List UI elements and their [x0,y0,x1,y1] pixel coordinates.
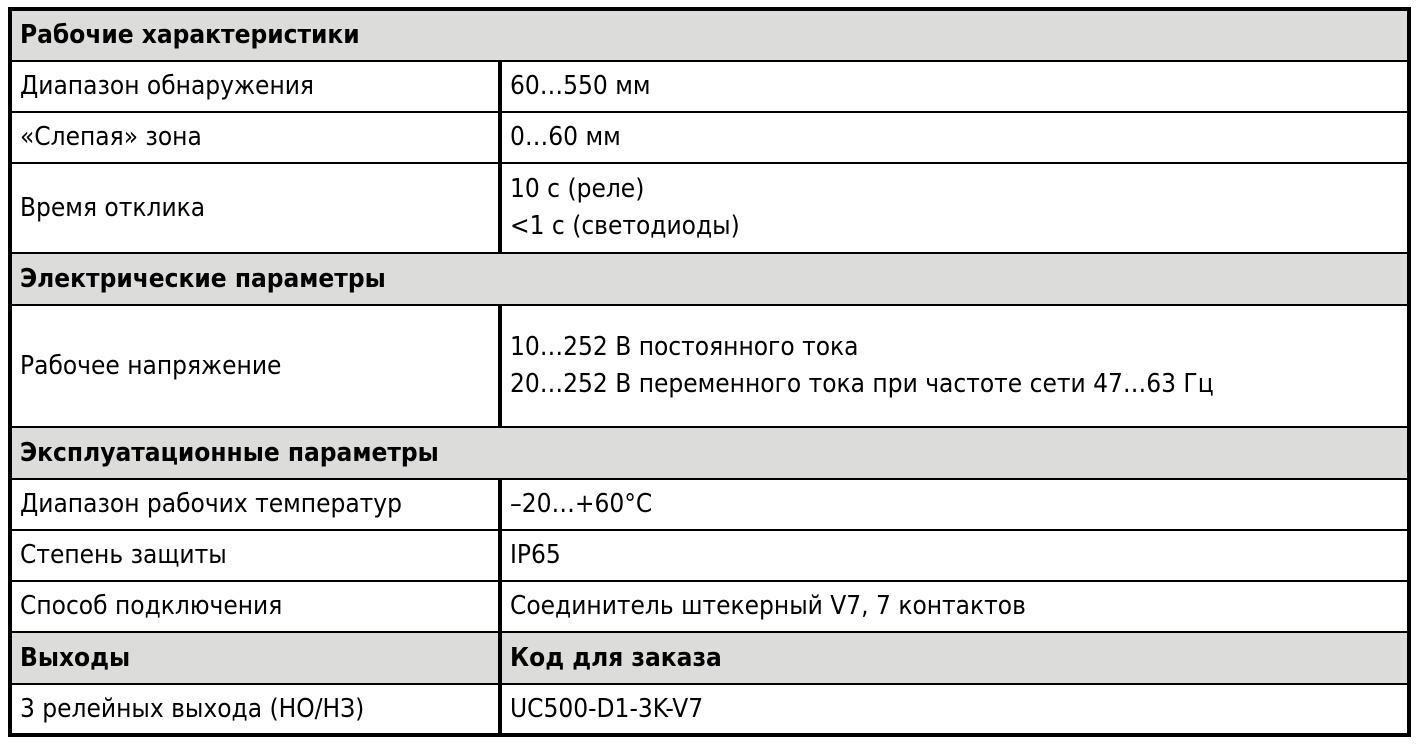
row-label: Рабочее напряжение [10,305,500,427]
order-code-value: UC500-D1-3K-V7 [500,684,1409,735]
row-value [500,163,1409,253]
section-header-outputs [10,632,1409,684]
row-value-line: 10 с (реле) [510,174,645,204]
row-value-line: 10…252 В постоянного тока [510,332,859,362]
section-title: Эксплуатационные параметры [10,427,1409,479]
table-row [10,530,1409,581]
table-row [10,684,1409,735]
row-label: Диапазон рабочих температур [10,479,500,530]
row-value: Соединитель штекерный V7, 7 контактов [500,581,1409,632]
row-label: Способ подключения [10,581,500,632]
section-header-electrical [10,253,1409,305]
row-value-line: 20…252 В переменного тока при частоте сети 47…63 Гц [510,369,1214,399]
table-row [10,305,1409,427]
outputs-header: Выходы [10,632,500,684]
row-value: 0…60 мм [500,112,1409,163]
row-value: 60…550 мм [500,61,1409,112]
table-row [10,163,1409,253]
section-header-operational [10,427,1409,479]
row-value-line: <1 с (светодиоды) [510,211,740,241]
section-header-working [10,9,1409,61]
table-row [10,581,1409,632]
spec-table [8,7,1411,737]
row-label: Диапазон обнаружения [10,61,500,112]
row-value: –20…+60°С [500,479,1409,530]
order-code-header: Код для заказа [500,632,1409,684]
row-value: IP65 [500,530,1409,581]
table-row [10,112,1409,163]
row-value [500,305,1409,427]
row-label: Степень защиты [10,530,500,581]
row-label: Время отклика [10,163,500,253]
section-title: Электрические параметры [10,253,1409,305]
outputs-value: 3 релейных выхода (НО/НЗ) [10,684,500,735]
section-title: Рабочие характеристики [10,9,1409,61]
table-row [10,479,1409,530]
row-label: «Слепая» зона [10,112,500,163]
table-row [10,61,1409,112]
